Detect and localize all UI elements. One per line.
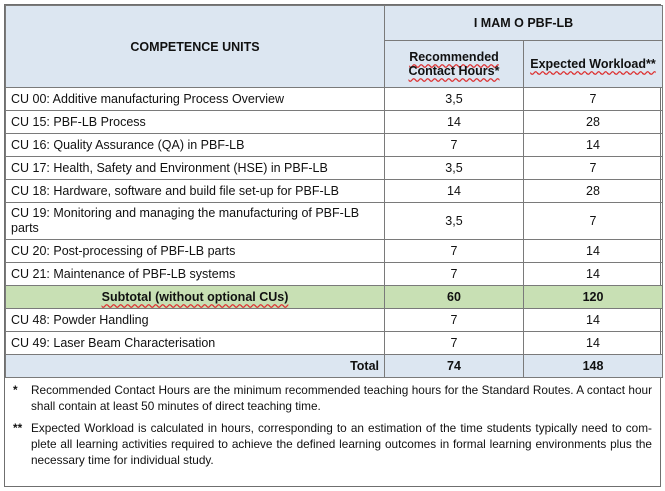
table-row <box>6 309 663 332</box>
footnote-expected-workload <box>13 420 652 468</box>
table-row <box>6 111 663 134</box>
total-workload: 148 <box>524 355 663 378</box>
contact-hours-header <box>385 41 524 88</box>
table-row <box>6 134 663 157</box>
contact-hours-header-text: Recommended Contact Hours* <box>408 50 500 78</box>
table-row <box>6 157 663 180</box>
table-row <box>6 240 663 263</box>
contact-cell: 3,5 <box>385 203 524 240</box>
workload-cell: 14 <box>524 332 663 355</box>
competence-units-document <box>4 4 661 487</box>
subtotal-row <box>6 286 663 309</box>
unit-cell: CU 16: Quality Assurance (QA) in PBF-LB <box>6 134 385 157</box>
group-header: I MAM O PBF-LB <box>385 6 663 41</box>
header-row-top <box>6 6 663 41</box>
contact-cell: 7 <box>385 240 524 263</box>
workload-cell: 14 <box>524 134 663 157</box>
total-contact: 74 <box>385 355 524 378</box>
workload-cell: 7 <box>524 157 663 180</box>
unit-cell: CU 49: Laser Beam Characterisation <box>6 332 385 355</box>
unit-cell: CU 19: Monitoring and managing the manufacturing of PBF-LB parts <box>6 203 385 240</box>
footnote-contact-hours <box>13 382 652 414</box>
units-header: COMPETENCE UNITS <box>6 6 385 88</box>
unit-cell: CU 20: Post-processing of PBF-LB parts <box>6 240 385 263</box>
table-row <box>6 88 663 111</box>
subtotal-contact: 60 <box>385 286 524 309</box>
footnote-mark: * <box>13 383 18 397</box>
competence-units-table <box>5 5 663 378</box>
unit-cell: CU 00: Additive manufacturing Process Overview <box>6 88 385 111</box>
table-row <box>6 180 663 203</box>
table-row <box>6 263 663 286</box>
total-row <box>6 355 663 378</box>
workload-cell: 7 <box>524 203 663 240</box>
table-row <box>6 203 663 240</box>
contact-cell: 14 <box>385 111 524 134</box>
workload-cell: 7 <box>524 88 663 111</box>
workload-header-text: Expected Workload** <box>530 57 656 71</box>
table-row <box>6 332 663 355</box>
contact-cell: 7 <box>385 332 524 355</box>
unit-cell: CU 15: PBF-LB Process <box>6 111 385 134</box>
unit-cell: CU 17: Health, Safety and Environment (HSE) in PBF-LB <box>6 157 385 180</box>
footnote-mark: ** <box>13 421 23 435</box>
unit-cell: CU 18: Hardware, software and build file set-up for PBF-LB <box>6 180 385 203</box>
total-label: Total <box>6 355 385 378</box>
workload-cell: 14 <box>524 263 663 286</box>
contact-cell: 7 <box>385 309 524 332</box>
workload-cell: 14 <box>524 240 663 263</box>
workload-cell: 28 <box>524 180 663 203</box>
contact-cell: 7 <box>385 134 524 157</box>
workload-header <box>524 41 663 88</box>
workload-cell: 14 <box>524 309 663 332</box>
subtotal-label-text: Subtotal (without optional CUs) <box>101 290 289 304</box>
contact-cell: 14 <box>385 180 524 203</box>
contact-cell: 7 <box>385 263 524 286</box>
unit-cell: CU 48: Powder Handling <box>6 309 385 332</box>
unit-cell: CU 21: Maintenance of PBF-LB systems <box>6 263 385 286</box>
subtotal-workload: 120 <box>524 286 663 309</box>
footnote-text: Recommended Contact Hours are the minimum recommended teaching hours for the Standard Routes. A contact hour shall contain at least 50 minutes of direct teaching time. <box>31 383 652 413</box>
footnotes <box>5 378 660 468</box>
footnote-text: Expected Workload is calculated in hours, corresponding to an estimation of the time students typically need to com- plete all learning activities required to achieve the defined learning outcomes in formal learning environments plus the necessary time for individual study. <box>31 421 652 467</box>
subtotal-label <box>6 286 385 309</box>
contact-cell: 3,5 <box>385 88 524 111</box>
workload-cell: 28 <box>524 111 663 134</box>
contact-cell: 3,5 <box>385 157 524 180</box>
